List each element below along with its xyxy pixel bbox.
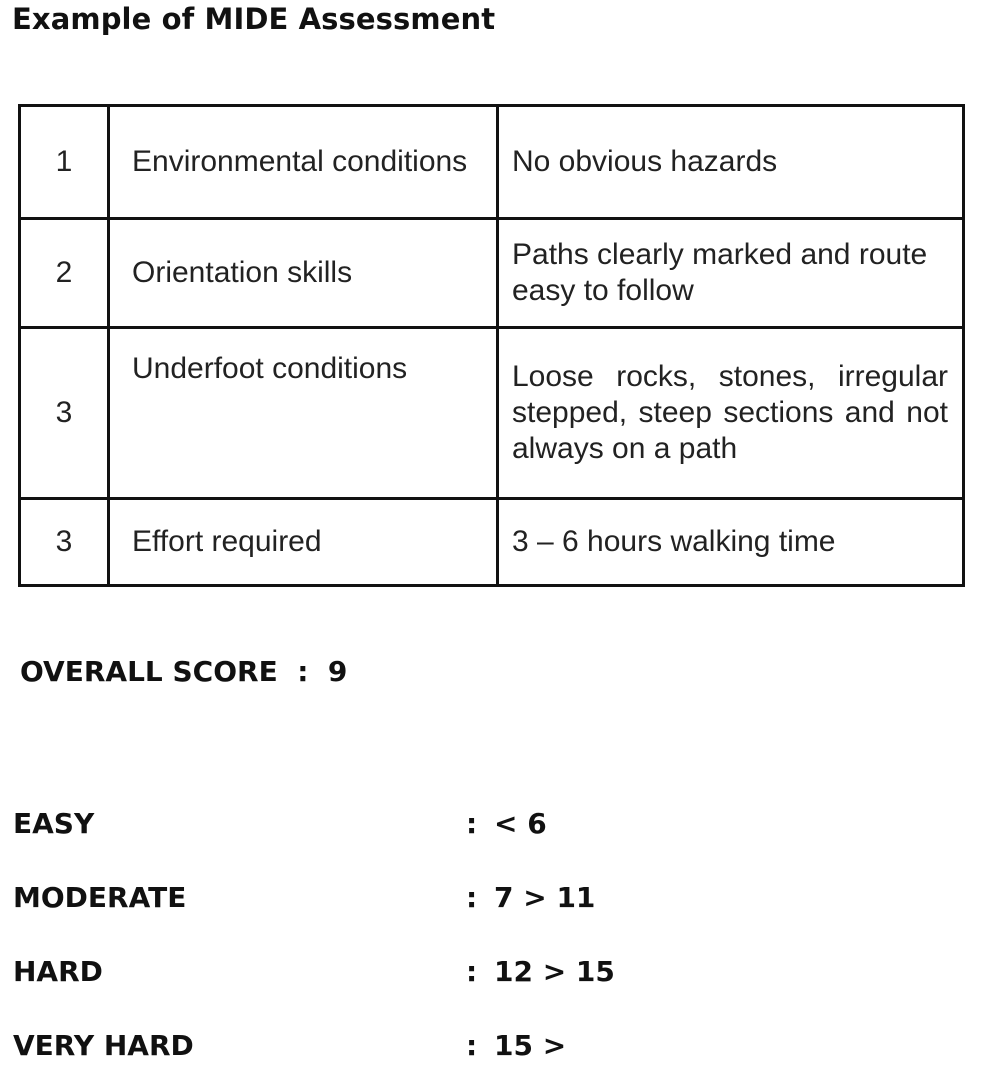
grade-row-moderate [13, 881, 973, 921]
score-cell: 3 [20, 499, 109, 586]
score-cell: 3 [20, 328, 109, 499]
description-cell: 3 – 6 hours walking time [498, 499, 964, 586]
mide-assessment-table [18, 104, 965, 587]
table-row-underfoot [20, 328, 964, 499]
description-cell: No obvious hazards [498, 106, 964, 219]
grade-row-easy [13, 807, 973, 847]
category-cell: Effort required [109, 499, 498, 586]
overall-score-label: OVERALL SCORE [20, 655, 278, 688]
table-row-effort [20, 499, 964, 586]
grade-separator: : [466, 807, 478, 840]
grade-name: VERY HARD [13, 1029, 194, 1062]
grade-name: EASY [13, 807, 95, 840]
grade-row-hard [13, 955, 973, 995]
grade-row-very-hard [13, 1029, 973, 1069]
score-cell: 1 [20, 106, 109, 219]
mide-assessment-table-container [18, 104, 962, 587]
category-cell: Orientation skills [109, 219, 498, 328]
grade-range: < 6 [494, 807, 547, 840]
table-row-environmental [20, 106, 964, 219]
grade-separator: : [466, 955, 478, 988]
grade-separator: : [466, 1029, 478, 1062]
overall-score [20, 655, 347, 688]
page-title: Example of MIDE Assessment [12, 2, 496, 36]
grade-range: 7 > 11 [494, 881, 596, 914]
grade-name: MODERATE [13, 881, 187, 914]
category-cell: Environmental conditions [109, 106, 498, 219]
table-row-orientation [20, 219, 964, 328]
score-cell: 2 [20, 219, 109, 328]
description-cell: Paths clearly marked and route easy to follow [498, 219, 964, 328]
grade-range: 15 > [494, 1029, 567, 1062]
description-cell: Loose rocks, stones, irregular stepped, steep sections and not always on a path [498, 328, 964, 499]
grade-name: HARD [13, 955, 103, 988]
overall-score-value: 9 [327, 655, 348, 688]
category-cell: Underfoot conditions [109, 328, 498, 499]
grade-range: 12 > 15 [494, 955, 615, 988]
grade-separator: : [466, 881, 478, 914]
overall-score-separator: : [297, 655, 309, 688]
